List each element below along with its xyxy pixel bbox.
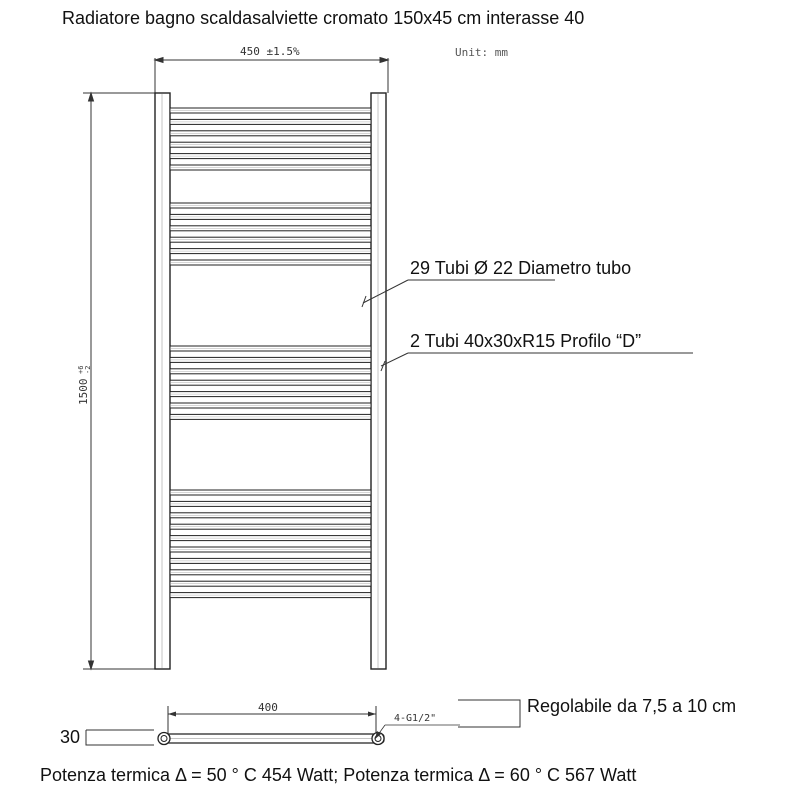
height-dimension-label-group — [77, 366, 92, 405]
tube-rungs — [170, 108, 371, 598]
axis-distance-label: 400 — [258, 701, 278, 714]
unit-label: Unit: mm — [455, 46, 508, 59]
connection-label: 4-G1/2" — [394, 713, 437, 724]
thermal-power-footer: Potenza termica Δ = 50 ° C 454 Watt; Potenza termica Δ = 60 ° C 567 Watt — [40, 765, 637, 785]
drawing-title: Radiatore bagno scaldasalviette cromato 150x45 cm interasse 40 — [62, 8, 585, 28]
left-column — [155, 93, 170, 669]
height-tolerance-upper: +6 — [77, 365, 85, 374]
right-column — [371, 93, 386, 669]
profile-callout: 2 Tubi 40x30xR15 Profilo “D” — [410, 331, 642, 351]
adjustable-note: Regolabile da 7,5 a 10 cm — [527, 696, 737, 716]
bottom-view — [86, 700, 520, 745]
height-dimension — [83, 93, 155, 669]
profile-leader — [381, 353, 693, 371]
height-dimension-label: 1500 — [77, 378, 90, 405]
width-dimension — [155, 58, 388, 94]
width-dimension-label: 450 ±1.5% — [240, 45, 300, 58]
wall-distance-label: 30 — [60, 727, 81, 747]
tubes-callout: 29 Tubi Ø 22 Diametro tubo — [410, 258, 632, 278]
tubes-leader — [362, 280, 555, 307]
height-tolerance-lower: -2 — [84, 365, 92, 374]
